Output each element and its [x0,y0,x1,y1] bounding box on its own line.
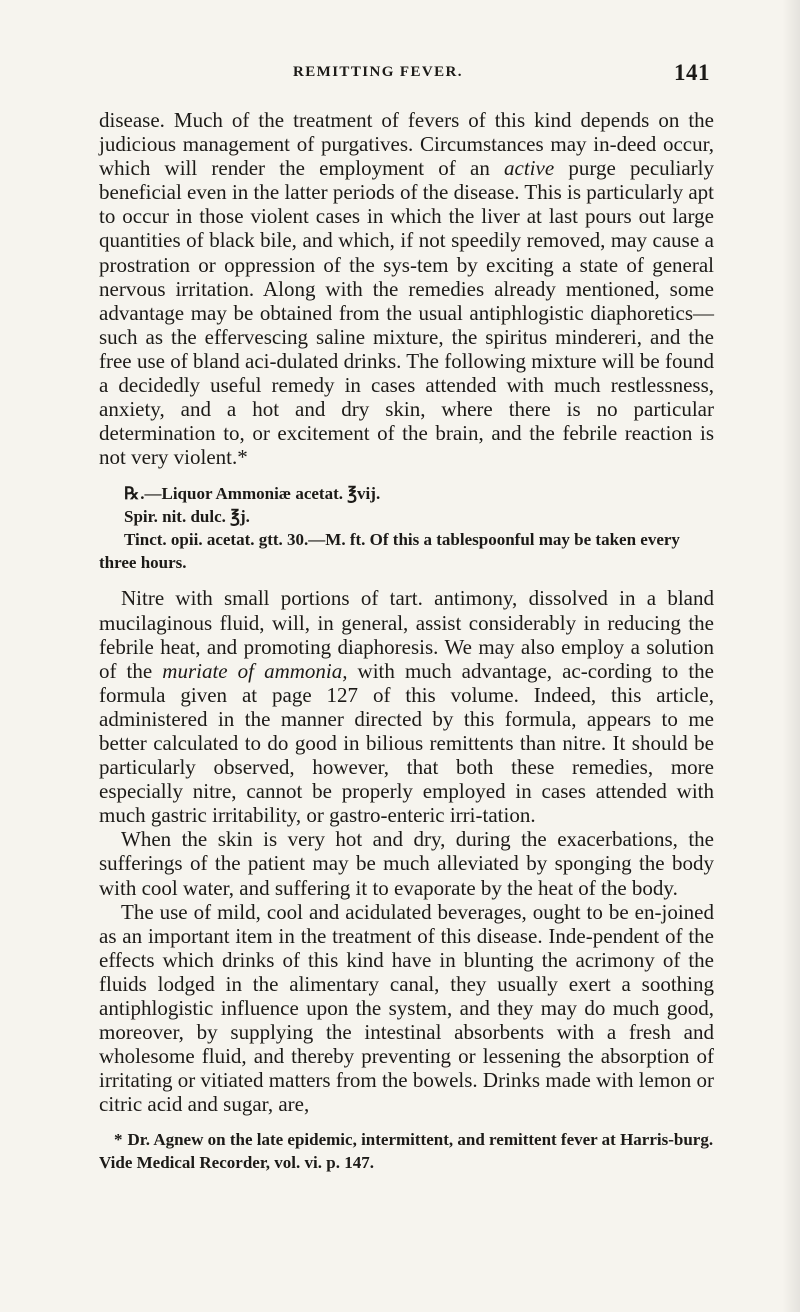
prescription-line-1-text: .—Liquor Ammoniæ acetat. ℥vij. [140,484,381,504]
paragraph-2 [99,586,714,827]
footnote [99,1128,714,1174]
paragraph-2-text-after: with much advantage, ac-cording to the formula given at page 127 of this volume. Indeed, this article, administered in the manner directed by this formula, appears to me better calculated to do good in bilious remittents than nitre. It should be particularly observed, however, that both these remedies, more especially nitre, cannot be properly employed in cases attended with much gastric irritability, or gastro-enteric irri-tation. [99,658,714,828]
recipe-symbol-icon: ℞ [124,484,140,504]
body-text [99,108,714,1191]
running-head: REMITTING FEVER. [293,64,463,80]
paragraph-2-italic: muriate of ammonia, [162,658,348,683]
prescription-line-3: Tinct. opii. acetat. gtt. 30.—M. ft. Of this a tablespoonful may be taken every three hours. [99,530,680,573]
footnote-text: Dr. Agnew on the late epidemic, intermittent, and remittent fever at Harris-burg. Vide Medical Recorder, vol. vi. p. 147. [99,1130,714,1173]
paragraph-1-text-after: purge peculiarly beneficial even in the latter periods of the disease. This is particularly apt to occur in those violent cases in which the liver at last pours out large quantities of black bile, and which, if not speedily removed, may cause a prostration or oppression of the sys-tem by exciting a state of general nervous irritation. Along with the remedies already mentioned, some advantage may be obtained from the usual antiphlogistic diaphoretics—such as the effervescing saline mixture, the spiritus mindereri, and the free use of bland aci-dulated drinks. The following mixture will be found a decidedly useful remedy in cases attended with much restlessness, anxiety, and a hot and dry skin, where there is no particular determination to, or excitement of the brain, and the febrile reaction is not very violent.* [99,156,714,470]
prescription-line-1 [99,482,714,505]
footnote-mark: * [114,1130,123,1150]
page-number: 141 [674,60,710,85]
paragraph-2-text-before: Nitre with small portions of tart. antimony, dissolved in a bland mucilaginous fluid, will, in general, assist considerably in reducing the febrile heat, and promoting diaphoresis. We may also employ a solution of the [99,586,714,683]
prescription-block [99,482,714,574]
paragraph-3: When the skin is very hot and dry, during the exacerbations, the sufferings of the patient may be much alleviated by sponging the body with cool water, and suffering it to evaporate by the heat of the body. [99,827,714,900]
paragraph-4: The use of mild, cool and acidulated beverages, ought to be en-joined as an important item in the treatment of this disease. Inde-pendent of the effects which drinks of this kind have in blunting the acrimony of the fluids lodged in the alimentary canal, they usually exert a soothing antiphlogistic influence upon the system, and they may do much good, moreover, by supplying the intestinal absorbents with a fresh and wholesome fluid, and thereby preventing or lessening the absorption of irritating or vitiated matters from the bowels. Drinks made with lemon or citric acid and sugar, are, [99,899,714,1117]
paragraph-1-italic: active [504,156,555,181]
page-edge-shadow [782,0,800,1312]
paragraph-1 [99,108,714,469]
paragraph-1-text-before: disease. Much of the treatment of fevers of this kind depends on the judicious management of purgatives. Circumstances may in-deed occur, which will render the employment of an [99,108,714,181]
page-header [100,62,712,90]
prescription-line-2: Spir. nit. dulc. ℥j. [124,507,250,527]
